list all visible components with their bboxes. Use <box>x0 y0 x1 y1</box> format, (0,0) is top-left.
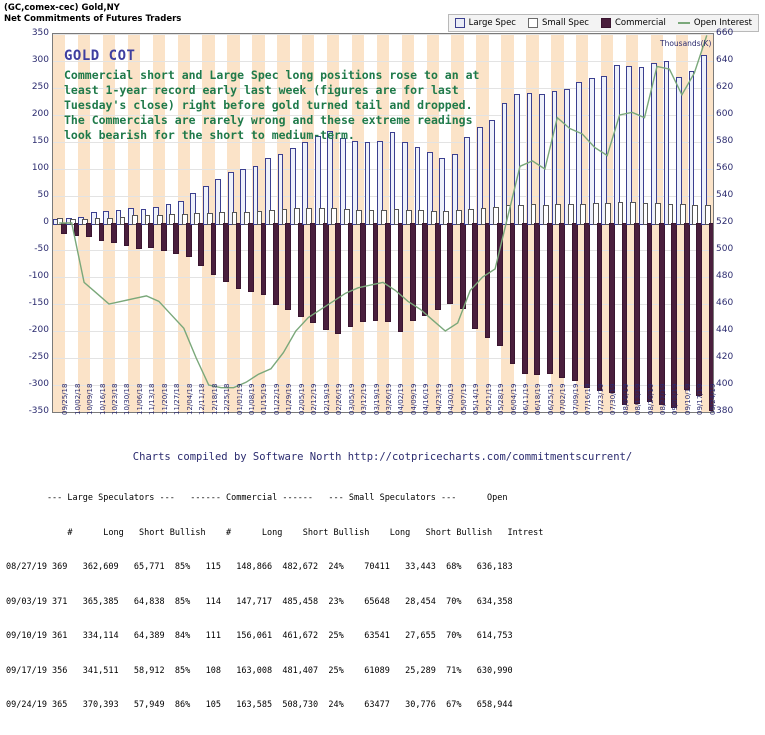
x-tick-label: 08/06/19 <box>621 383 630 415</box>
x-tick-label: 05/14/19 <box>472 383 481 415</box>
table-row: 09/03/19 371 365,385 64,838 85% 114 147,717 485,458 23% 65648 28,454 70% 634,358 <box>6 596 513 607</box>
x-tick-label: 08/27/19 <box>658 383 667 415</box>
x-tick-label: 11/27/18 <box>173 383 182 415</box>
y-tick-right: 600 <box>716 109 734 119</box>
x-tick-label: 06/25/19 <box>546 383 555 415</box>
table-row: 09/17/19 356 341,511 58,912 85% 108 163,008 481,407 25% 61089 25,289 71% 630,990 <box>6 665 513 676</box>
y-tick-left: 0 <box>43 217 49 227</box>
y-tick-right: 560 <box>716 163 734 173</box>
x-tick-label: 09/10/19 <box>683 383 692 415</box>
y-tick-right: 400 <box>716 379 734 389</box>
x-tick-label: 05/28/19 <box>497 383 506 415</box>
legend-item-large-spec[interactable] <box>455 18 516 28</box>
x-tick-label: 10/30/18 <box>123 383 132 415</box>
x-tick-label: 10/09/18 <box>86 383 95 415</box>
y-tick-left: -250 <box>28 352 49 362</box>
chart-legend <box>448 14 759 32</box>
y-tick-right: 500 <box>716 244 734 254</box>
x-tick-label: 06/18/19 <box>534 383 543 415</box>
table-row: 08/27/19 369 362,609 65,771 85% 115 148,866 482,672 24% 70411 33,443 68% 636,183 <box>6 562 513 572</box>
x-tick-label: 06/04/19 <box>509 383 518 415</box>
x-tick-label: 02/05/19 <box>297 383 306 415</box>
legend-item-open-interest[interactable] <box>678 18 752 28</box>
legend-label-small-spec: Small Spec <box>541 18 589 28</box>
annotation-body: Commercial short and Large Spec long positions rose to an at least 1-year record early last week (figures are for last Tuesday's close) right before gold turned tail and dropped. The Commercials are rarely wrong and these extreme readings look bearish for the short to medium-term. <box>64 68 480 142</box>
right-axis-caption: Thousands(K) <box>660 39 712 48</box>
x-tick-label: 02/12/19 <box>310 383 319 415</box>
x-tick-label: 11/20/18 <box>160 383 169 415</box>
x-tick-label: 09/17/19 <box>696 383 705 415</box>
y-tick-left: -200 <box>28 325 49 335</box>
y-tick-right: 440 <box>716 325 734 335</box>
x-tick-label: 09/25/18 <box>61 383 70 415</box>
y-tick-left: 50 <box>37 190 49 200</box>
x-tick-label: 10/02/18 <box>73 383 82 415</box>
legend-label-commercial: Commercial <box>614 18 666 28</box>
legend-label-large-spec: Large Spec <box>468 18 516 28</box>
y-tick-right: 660 <box>716 28 734 38</box>
y-tick-left: 250 <box>31 82 49 92</box>
x-tick-label: 02/26/19 <box>335 383 344 415</box>
x-tick-label: 11/06/18 <box>135 383 144 415</box>
y-tick-right: 480 <box>716 271 734 281</box>
y-tick-left: -100 <box>28 271 49 281</box>
x-tick-label: 08/20/19 <box>646 383 655 415</box>
y-tick-right: 540 <box>716 190 734 200</box>
x-tick-label: 03/26/19 <box>385 383 393 415</box>
x-tick-label: 12/04/18 <box>185 383 194 415</box>
x-tick-label: 12/25/18 <box>223 383 232 415</box>
chart-annotation <box>64 48 494 143</box>
square-swatch-small-spec-icon <box>528 18 538 28</box>
y-tick-right: 620 <box>716 82 734 92</box>
y-tick-left: 100 <box>31 163 49 173</box>
y-tick-left: -300 <box>28 379 49 389</box>
y-tick-left: -50 <box>34 244 49 254</box>
line-swatch-open-interest-icon <box>678 22 690 24</box>
x-tick-label: 03/05/19 <box>347 383 356 415</box>
square-swatch-commercial-icon <box>601 18 611 28</box>
x-tick-label: 01/22/19 <box>272 383 281 415</box>
x-tick-label: 07/23/19 <box>596 383 605 415</box>
x-tick-label: 07/09/19 <box>571 383 580 415</box>
x-tick-label: 12/11/18 <box>198 383 207 415</box>
y-tick-left: -150 <box>28 298 49 308</box>
annotation-title: GOLD COT <box>64 48 136 64</box>
legend-label-open-interest: Open Interest <box>693 18 752 28</box>
x-tick-label: 01/15/19 <box>260 383 269 415</box>
x-tick-label: 09/24/19 <box>708 383 717 415</box>
x-tick-label: 04/02/19 <box>397 383 406 415</box>
x-tick-label: 03/19/19 <box>372 383 381 415</box>
x-tick-label: 07/30/19 <box>609 383 618 415</box>
x-tick-label: 09/03/19 <box>671 383 680 415</box>
y-tick-right: 420 <box>716 352 734 362</box>
x-tick-label: 06/11/19 <box>521 383 530 415</box>
square-swatch-large-spec-icon <box>455 18 465 28</box>
y-tick-right: 460 <box>716 298 734 308</box>
header-line-1: (GC,comex-cec) Gold,NY <box>4 3 120 13</box>
x-tick-label: 04/09/19 <box>409 383 418 415</box>
x-tick-label: 04/16/19 <box>422 383 431 415</box>
chart-header <box>4 3 181 25</box>
y-tick-right: 520 <box>716 217 734 227</box>
legend-item-commercial[interactable] <box>601 18 666 28</box>
x-tick-label: 05/21/19 <box>484 383 493 415</box>
x-tick-label: 11/13/18 <box>148 383 157 415</box>
header-line-2: Net Commitments of Futures Traders <box>4 14 182 24</box>
legend-item-small-spec[interactable] <box>528 18 589 28</box>
x-tick-label: 08/13/19 <box>634 383 643 415</box>
table-row: 09/10/19 361 334,114 64,389 84% 111 156,061 461,672 25% 63541 27,655 70% 614,753 <box>6 631 513 641</box>
x-tick-label: 05/07/19 <box>459 383 468 415</box>
x-tick-label: 01/29/19 <box>285 383 294 415</box>
table-column-header: # Long Short Bullish # Long Short Bullish Long Short Bullish Intrest <box>6 527 544 538</box>
x-tick-label: 07/02/19 <box>559 383 568 415</box>
x-tick-label: 01/08/19 <box>248 383 257 415</box>
credit-line: Charts compiled by Software North http://cotpricecharts.com/commitmentscurrent/ <box>132 451 633 463</box>
y-tick-left: 350 <box>31 28 49 38</box>
y-tick-left: 200 <box>31 109 49 119</box>
x-tick-label: 04/30/19 <box>447 383 456 415</box>
x-tick-label: 10/23/18 <box>111 383 120 415</box>
x-tick-label: 04/23/19 <box>434 383 443 415</box>
y-tick-right: 380 <box>716 406 734 416</box>
cot-data-table <box>6 470 543 735</box>
x-tick-label: 01/01/19 <box>235 383 244 415</box>
y-tick-right: 580 <box>716 136 734 146</box>
y-tick-right: 640 <box>716 55 734 65</box>
x-tick-label: 03/12/19 <box>360 383 369 415</box>
x-tick-label: 02/19/19 <box>322 383 331 415</box>
y-tick-left: 150 <box>31 136 49 146</box>
x-tick-label: 07/16/19 <box>584 383 593 415</box>
x-tick-label: 10/16/18 <box>98 383 107 415</box>
y-tick-left: 300 <box>31 55 49 65</box>
x-tick-label: 12/18/18 <box>210 383 219 415</box>
table-group-header: --- Large Speculators --- ------ Commercial ------ --- Small Speculators --- Open <box>6 493 508 503</box>
table-row: 09/24/19 365 370,393 57,949 86% 105 163,585 508,730 24% 63477 30,776 67% 658,944 <box>6 700 513 710</box>
y-tick-left: -350 <box>28 406 49 416</box>
